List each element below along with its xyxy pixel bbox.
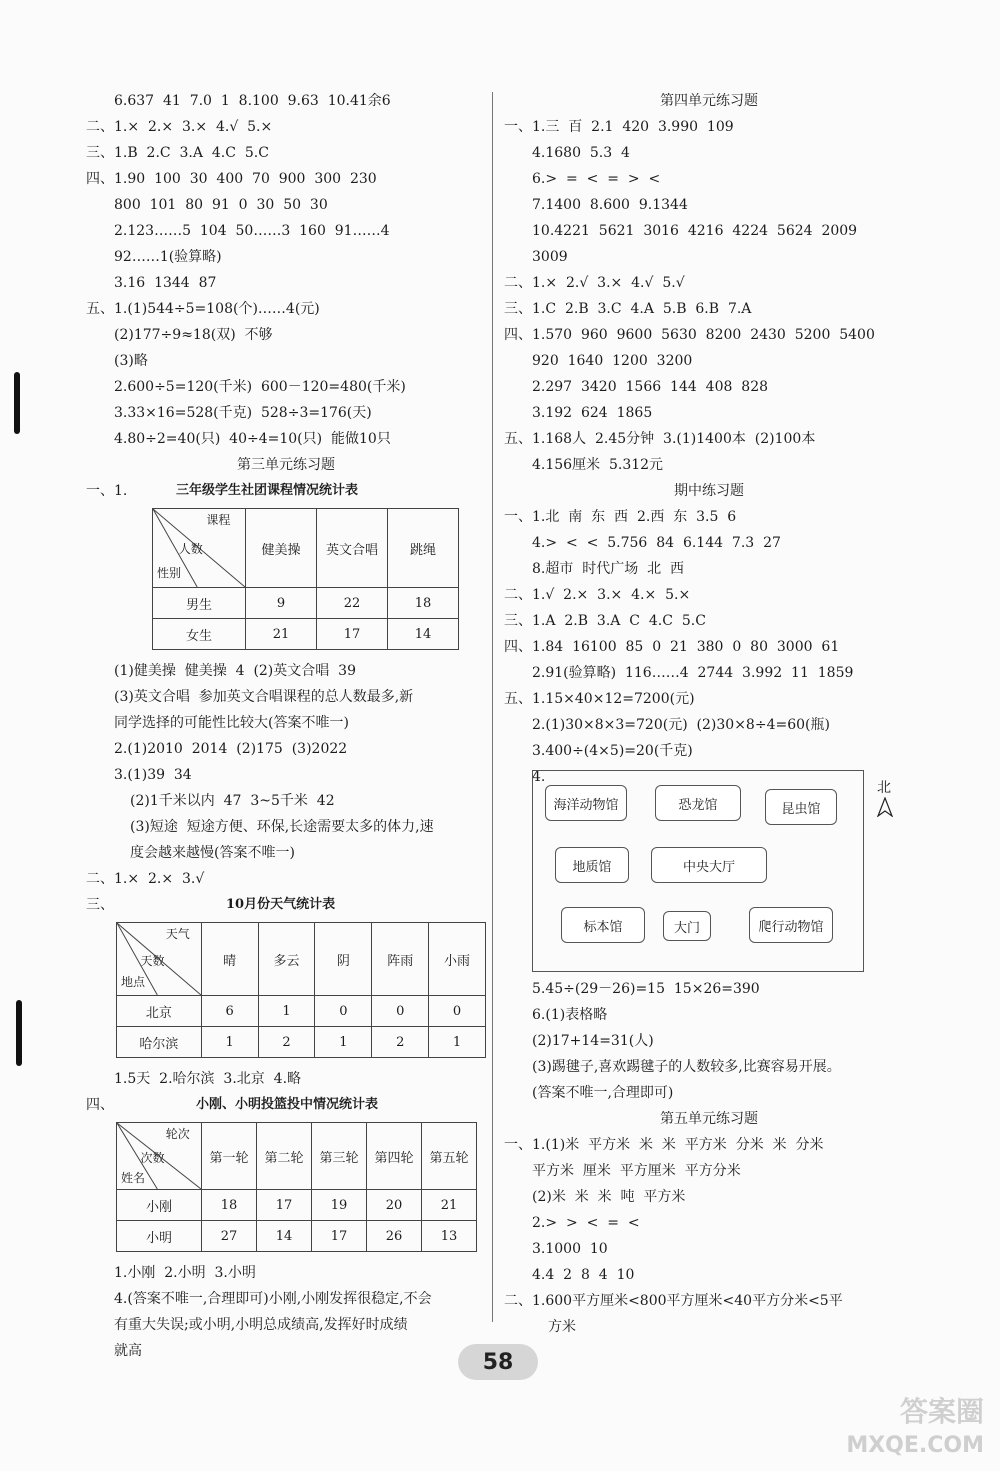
table-cell: 9 <box>246 588 317 619</box>
table-cell: 1 <box>201 1027 258 1058</box>
map-box-central-hall: 中央大厅 <box>651 847 767 883</box>
answer-line: 平方米 厘米 平方厘米 平方分米 <box>532 1163 741 1179</box>
column-header: 第五轮 <box>422 1123 477 1190</box>
answer-line: (答案不唯一,合理即可) <box>532 1085 674 1101</box>
column-header: 健美操 <box>246 509 317 588</box>
column-header: 阵雨 <box>372 923 429 996</box>
map-box-insect: 昆虫馆 <box>765 789 837 825</box>
answer-line: 2.600÷5=120(千米) 600－120=480(千米) <box>114 379 406 395</box>
answer-line: 4.80÷2=40(只) 40÷4=10(只) 能做10只 <box>114 431 391 447</box>
answer-line: (1)健美操 健美操 4 (2)英文合唱 39 <box>114 663 356 679</box>
answer-line: 同学选择的可能性比较大(答案不唯一) <box>114 715 349 731</box>
table-title: 三年级学生社团课程情况统计表 <box>176 483 359 498</box>
answer-line: 2.297 3420 1566 144 408 828 <box>532 379 769 395</box>
answer-line: (2)米 米 米 吨 平方米 <box>532 1189 686 1205</box>
table-cell: 0 <box>372 996 429 1027</box>
table-cell: 17 <box>312 1221 367 1252</box>
column-header: 阴 <box>315 923 372 996</box>
stat-table <box>116 922 486 1058</box>
answer-line: 3009 <box>532 249 568 265</box>
diagonal-header-label: 性别 <box>157 565 182 580</box>
answer-lines <box>504 114 914 478</box>
answer-line: 二、1.× 2.× 3.× 4.√ 5.× <box>86 119 273 135</box>
scan-mark <box>14 372 20 434</box>
answer-line: (3)英文合唱 参加英文合唱课程的总人数最多,新 <box>114 689 414 705</box>
map-box-gate: 大门 <box>663 911 711 941</box>
diagonal-header-cell <box>117 923 202 996</box>
answer-line: 5.45÷(29－26)=15 15×26=390 <box>532 981 760 997</box>
map-box-dinosaur: 恐龙馆 <box>655 785 741 821</box>
column-header: 第四轮 <box>367 1123 422 1190</box>
table-cell: 18 <box>202 1190 257 1221</box>
diagonal-header-label: 天数 <box>140 953 165 968</box>
question-number: 4. <box>532 769 546 785</box>
column-header: 英文合唱 <box>317 509 388 588</box>
table-row <box>117 1190 477 1221</box>
answer-line: (3)踢毽子,喜欢踢毽子的人数较多,比赛容易开展。 <box>532 1059 841 1075</box>
table-title: 10月份天气统计表 <box>226 897 336 912</box>
answer-line: 一、1.三 百 2.1 420 3.990 109 <box>504 119 734 135</box>
diagonal-header-label: 次数 <box>140 1151 165 1166</box>
answer-line: 二、1.√ 2.× 3.× 4.× 5.× <box>504 587 691 603</box>
table-title: 小刚、小明投篮投中情况统计表 <box>196 1097 379 1112</box>
answer-lines <box>86 88 486 452</box>
table-cell: 1 <box>315 1027 372 1058</box>
row-header: 小明 <box>117 1221 202 1252</box>
answer-line: 1.小刚 2.小明 3.小明 <box>114 1265 256 1281</box>
table-cell: 19 <box>312 1190 367 1221</box>
row-header: 小刚 <box>117 1190 202 1221</box>
table-cell: 0 <box>429 996 486 1027</box>
row-header: 北京 <box>117 996 202 1027</box>
answer-line: (3)略 <box>114 353 148 369</box>
answer-line: 就高 <box>114 1343 142 1359</box>
answer-line: 二、1.600平方厘米<800平方厘米<40平方分米<5平 <box>504 1293 843 1309</box>
answer-line: 四、1.570 960 9600 5630 8200 2430 5200 5400 <box>504 327 875 343</box>
map-box-ocean-animals: 海洋动物馆 <box>545 785 627 821</box>
midterm-title: 期中练习题 <box>674 483 744 499</box>
answer-line: 7.1400 8.600 9.1344 <box>532 197 688 213</box>
table-cell: 17 <box>317 619 388 650</box>
answer-line: 4.(答案不唯一,合理即可)小刚,小刚发挥很稳定,不会 <box>114 1291 432 1307</box>
answer-line: 2.123……5 104 50……3 160 91……4 <box>114 223 390 239</box>
answer-line: 一、1.(1)米 平方米 米 米 平方米 分米 米 分米 <box>504 1137 824 1153</box>
club-table <box>152 508 486 650</box>
answer-line: 三、1.C 2.B 3.C 4.A 5.B 6.B 7.A <box>504 301 752 317</box>
answer-line: 五、1.15×40×12=7200(元) <box>504 691 695 707</box>
basketball-table <box>116 1122 486 1252</box>
answer-line: 6.637 41 7.0 1 8.100 9.63 10.41余6 <box>114 93 391 109</box>
stat-table <box>116 1122 477 1252</box>
answer-line: 2.(1)30×8×3=720(元) (2)30×8÷4=60(瓶) <box>532 717 830 733</box>
question-number: 三、 <box>86 897 114 913</box>
north-label: 北 <box>877 780 891 796</box>
answer-lines <box>86 1260 486 1364</box>
answer-line: 4.> < < 5.756 84 6.144 7.3 27 <box>532 535 781 551</box>
table-cell: 14 <box>257 1221 312 1252</box>
map-box-reptile: 爬行动物馆 <box>749 907 833 943</box>
diagonal-header-label: 课程 <box>206 513 231 527</box>
column-divider <box>492 92 493 1322</box>
answer-line: 三、1.A 2.B 3.A C 4.C 5.C <box>504 613 706 629</box>
answer-line: (2)1千米以内 47 3~5千米 42 <box>130 793 335 809</box>
diagonal-header-label: 轮次 <box>165 1127 190 1141</box>
column-header: 跳绳 <box>388 509 459 588</box>
answer-line: 五、1.(1)544÷5=108(个)……4(元) <box>86 301 320 317</box>
museum-map <box>532 770 891 972</box>
answer-line: 3.16 1344 87 <box>114 275 217 291</box>
answer-line: 1.5天 2.哈尔滨 3.北京 4.略 <box>114 1071 302 1087</box>
table-cell: 0 <box>315 996 372 1027</box>
answer-line: 3.1000 10 <box>532 1241 608 1257</box>
table-cell: 21 <box>422 1190 477 1221</box>
answer-line: 4.1680 5.3 4 <box>532 145 630 161</box>
column-header: 第二轮 <box>257 1123 312 1190</box>
diagonal-header-cell <box>117 1123 202 1190</box>
column-header: 多云 <box>258 923 315 996</box>
diagonal-header-label: 地点 <box>121 975 146 990</box>
table-row <box>117 1027 486 1058</box>
answer-line: 四、1.90 100 30 400 70 900 300 230 <box>86 171 377 187</box>
table-cell: 22 <box>317 588 388 619</box>
north-arrow-icon <box>877 797 893 817</box>
answer-line: 方米 <box>548 1319 576 1335</box>
answer-line: 2.91(验算略) 116……4 2744 3.992 11 1859 <box>532 665 854 681</box>
table-cell: 20 <box>367 1190 422 1221</box>
answer-line: 2.> > < = < <box>532 1215 640 1231</box>
scan-mark <box>16 1000 22 1066</box>
answer-line: (3)短途 短途方便、环保,长途需要太多的体力,速 <box>130 819 434 835</box>
question-number: 四、 <box>86 1097 114 1113</box>
table-row <box>117 1221 477 1252</box>
answer-line: 度会越来越慢(答案不唯一) <box>130 845 295 861</box>
table-cell: 13 <box>422 1221 477 1252</box>
column-header: 小雨 <box>429 923 486 996</box>
map-box-specimen: 标本馆 <box>561 907 645 943</box>
weather-table <box>116 922 486 1058</box>
column-header: 第一轮 <box>202 1123 257 1190</box>
answer-lines <box>504 976 914 1106</box>
table-cell: 6 <box>201 996 258 1027</box>
answer-line: 3.(1)39 34 <box>114 767 192 783</box>
answer-line: 二、1.× 2.√ 3.× 4.√ 5.√ <box>504 275 685 291</box>
answer-line: 800 101 80 91 0 30 50 30 <box>114 197 328 213</box>
answer-line: 8.超市 时代广场 北 西 <box>532 561 685 577</box>
column-header: 第三轮 <box>312 1123 367 1190</box>
table-cell: 2 <box>372 1027 429 1058</box>
answer-line: 10.4221 5621 3016 4216 4224 5624 2009 <box>532 223 858 239</box>
unit4-title: 第四单元练习题 <box>660 93 758 109</box>
row-header: 女生 <box>153 619 246 650</box>
answer-line: 3.400÷(4×5)=20(千克) <box>532 743 693 759</box>
answer-line: 92……1(验算略) <box>114 249 222 265</box>
answer-line: 有重大失误;或小明,小明总成绩高,发挥好时成绩 <box>114 1317 408 1333</box>
table-row <box>153 619 459 650</box>
answer-line: 4.156厘米 5.312元 <box>532 457 664 473</box>
column-header: 晴 <box>201 923 258 996</box>
answer-line: 一、1.北 南 东 西 2.西 东 3.5 6 <box>504 509 737 525</box>
table-cell: 1 <box>429 1027 486 1058</box>
table-row <box>153 588 459 619</box>
north-indicator <box>877 777 893 821</box>
page-number: 58 <box>458 1344 538 1380</box>
answer-lines <box>504 504 914 764</box>
unit3-title: 第三单元练习题 <box>237 457 335 473</box>
table-cell: 2 <box>258 1027 315 1058</box>
watermark <box>846 1395 984 1463</box>
table-cell: 21 <box>246 619 317 650</box>
answer-lines <box>86 658 486 892</box>
diagonal-header-label: 天气 <box>165 927 190 941</box>
watermark-logo-text: 答案圈 <box>899 1395 984 1428</box>
stat-table <box>152 508 459 650</box>
answer-line: 五、1.168人 2.45分钟 3.(1)1400本 (2)100本 <box>504 431 816 447</box>
diagonal-header-label: 人数 <box>178 542 203 557</box>
answer-line: 四、1.84 16100 85 0 21 380 0 80 3000 61 <box>504 639 840 655</box>
answer-line: 920 1640 1200 3200 <box>532 353 693 369</box>
row-header: 哈尔滨 <box>117 1027 202 1058</box>
table-cell: 17 <box>257 1190 312 1221</box>
answer-line: 6.> = < = > < <box>532 171 661 187</box>
table-cell: 1 <box>258 996 315 1027</box>
question-number: 一、1. <box>86 483 128 499</box>
table-cell: 27 <box>202 1221 257 1252</box>
answer-line: (2)177÷9≈18(双) 不够 <box>114 327 273 343</box>
answer-line: 二、1.× 2.× 3.√ <box>86 871 205 887</box>
diagonal-header-cell <box>153 509 246 588</box>
watermark-url: MXQE.COM <box>846 1433 984 1458</box>
table-row <box>117 996 486 1027</box>
table-cell: 26 <box>367 1221 422 1252</box>
answer-line: 6.(1)表格略 <box>532 1007 608 1023</box>
left-column <box>86 88 486 1364</box>
map-box-geology: 地质馆 <box>555 847 629 883</box>
unit5-title: 第五单元练习题 <box>660 1111 758 1127</box>
right-column <box>504 88 914 1340</box>
answer-line: 3.33×16=528(千克) 528÷3=176(天) <box>114 405 372 421</box>
row-header: 男生 <box>153 588 246 619</box>
answer-line: 2.(1)2010 2014 (2)175 (3)2022 <box>114 741 348 757</box>
museum-map-question <box>504 764 914 976</box>
answer-lines <box>504 1132 914 1340</box>
table-cell: 18 <box>388 588 459 619</box>
answer-line: (2)17+14=31(人) <box>532 1033 654 1049</box>
table-cell: 14 <box>388 619 459 650</box>
answer-line: 3.192 624 1865 <box>532 405 653 421</box>
diagonal-header-label: 姓名 <box>121 1171 146 1186</box>
answer-line: 4.4 2 8 4 10 <box>532 1267 635 1283</box>
answer-line: 三、1.B 2.C 3.A 4.C 5.C <box>86 145 269 161</box>
